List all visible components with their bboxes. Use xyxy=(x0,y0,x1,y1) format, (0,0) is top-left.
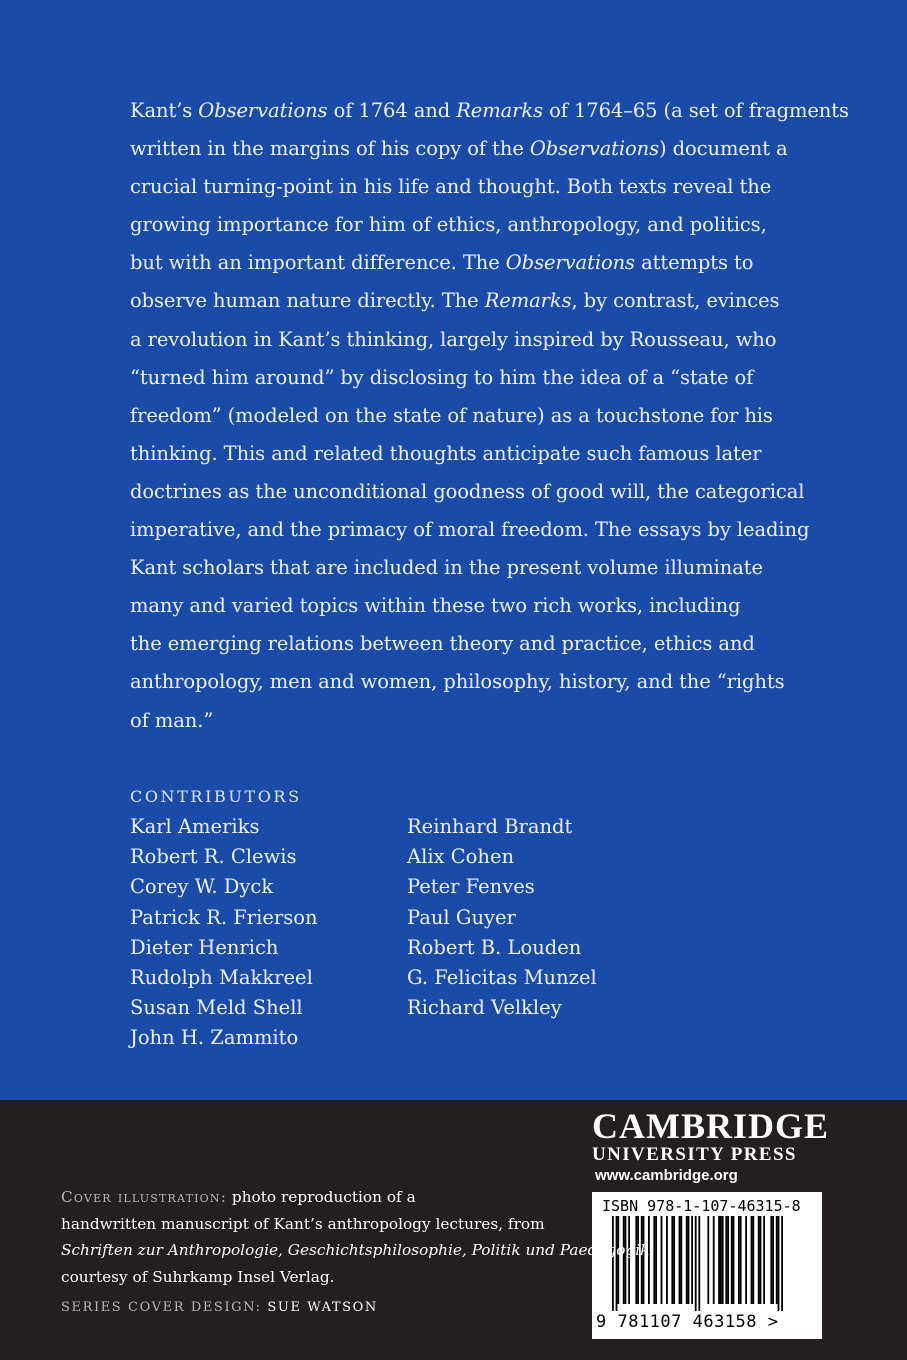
contributor-name: Susan Meld Shell xyxy=(130,996,303,1020)
blurb-line: growing importance for him of ethics, anthropology, and politics, xyxy=(130,213,767,237)
contributors-heading: CONTRIBUTORS xyxy=(130,787,302,806)
isbn-label: ISBN 978-1-107-46315-8 xyxy=(602,1197,801,1215)
contributor-name: Corey W. Dyck xyxy=(130,875,274,899)
blurb-line: “turned him around” by disclosing to him the idea of a “state of xyxy=(130,365,754,389)
contributor-name: Peter Fenves xyxy=(407,875,535,899)
contributor-name: John H. Zammito xyxy=(130,1026,299,1050)
publisher-logo xyxy=(592,1106,830,1165)
contributor-name: Richard Velkley xyxy=(407,996,562,1020)
publisher-url: www.cambridge.org xyxy=(595,1167,738,1184)
contributor-name: Karl Ameriks xyxy=(130,815,260,838)
blurb-line: many and varied topics within these two rich works, including xyxy=(130,594,741,618)
publisher-name: CAMBRIDGE xyxy=(592,1106,830,1146)
contributor-name: Robert B. Louden xyxy=(407,935,582,959)
blurb-line: imperative, and the primacy of moral freedom. The essays by leading xyxy=(130,518,810,542)
contributor-name: Robert R. Clewis xyxy=(130,845,297,869)
contributor-name: Paul Guyer xyxy=(407,905,516,929)
barcode xyxy=(592,1192,822,1339)
blurb-line: of man.” xyxy=(130,708,214,732)
blurb-line: the emerging relations between theory and practice, ethics and xyxy=(130,632,755,656)
series-designer: SUE WATSON xyxy=(261,1300,378,1315)
contributor-name: Patrick R. Frierson xyxy=(130,905,318,929)
contributor-name: G. Felicitas Munzel xyxy=(407,966,597,990)
cover-illustration-label: Cover illustration: xyxy=(61,1188,228,1206)
blurb-text xyxy=(130,92,849,740)
blurb-line: freedom” (modeled on the state of nature) as a touchstone for his xyxy=(130,403,773,427)
blurb-line: thinking. This and related thoughts anticipate such famous later xyxy=(130,441,762,465)
contributor-name: Reinhard Brandt xyxy=(407,815,573,838)
blurb-line: a revolution in Kant’s thinking, largely inspired by Rousseau, who xyxy=(130,327,777,351)
blurb-line: Kant’s Observations of 1764 and Remarks of 1764–65 (a set of fragments xyxy=(130,99,849,122)
blurb-line: observe human nature directly. The Remarks, by contrast, evinces xyxy=(130,289,780,313)
series-design-credit xyxy=(61,1300,378,1315)
barcode-bars xyxy=(600,1216,814,1311)
blurb-line: Kant scholars that are included in the present volume illuminate xyxy=(130,556,763,580)
blurb-line: written in the margins of his copy of the Observations) document a xyxy=(130,137,788,161)
ean-digits: 9 781107 463158 > xyxy=(596,1312,779,1332)
contributor-name: Alix Cohen xyxy=(407,845,515,869)
blurb-line: anthropology, men and women, philosophy, history, and the “rights xyxy=(130,670,785,694)
blurb-line: but with an important difference. The Observations attempts to xyxy=(130,251,754,275)
contributors-left-column xyxy=(130,812,318,1054)
cover-illustration-credit: Cover illustration: photo reproduction of a handwritten manuscript of Kant’s anthropology lectures, from Schriften zur Anthropologie, Geschichtsphilosophie, Politik und Paedagogik, courtesy of Suhrkamp Insel Verlag. xyxy=(61,1188,655,1286)
blurb-line: doctrines as the unconditional goodness of good will, the categorical xyxy=(130,479,805,503)
contributors-right-column xyxy=(407,812,597,1023)
contributor-name: Rudolph Makkreel xyxy=(130,966,313,990)
blurb-line: crucial turning-point in his life and thought. Both texts reveal the xyxy=(130,175,772,199)
series-design-label: SERIES COVER DESIGN: xyxy=(61,1300,262,1315)
publisher-subname: UNIVERSITY PRESS xyxy=(592,1144,797,1165)
contributor-name: Dieter Henrich xyxy=(130,935,279,959)
